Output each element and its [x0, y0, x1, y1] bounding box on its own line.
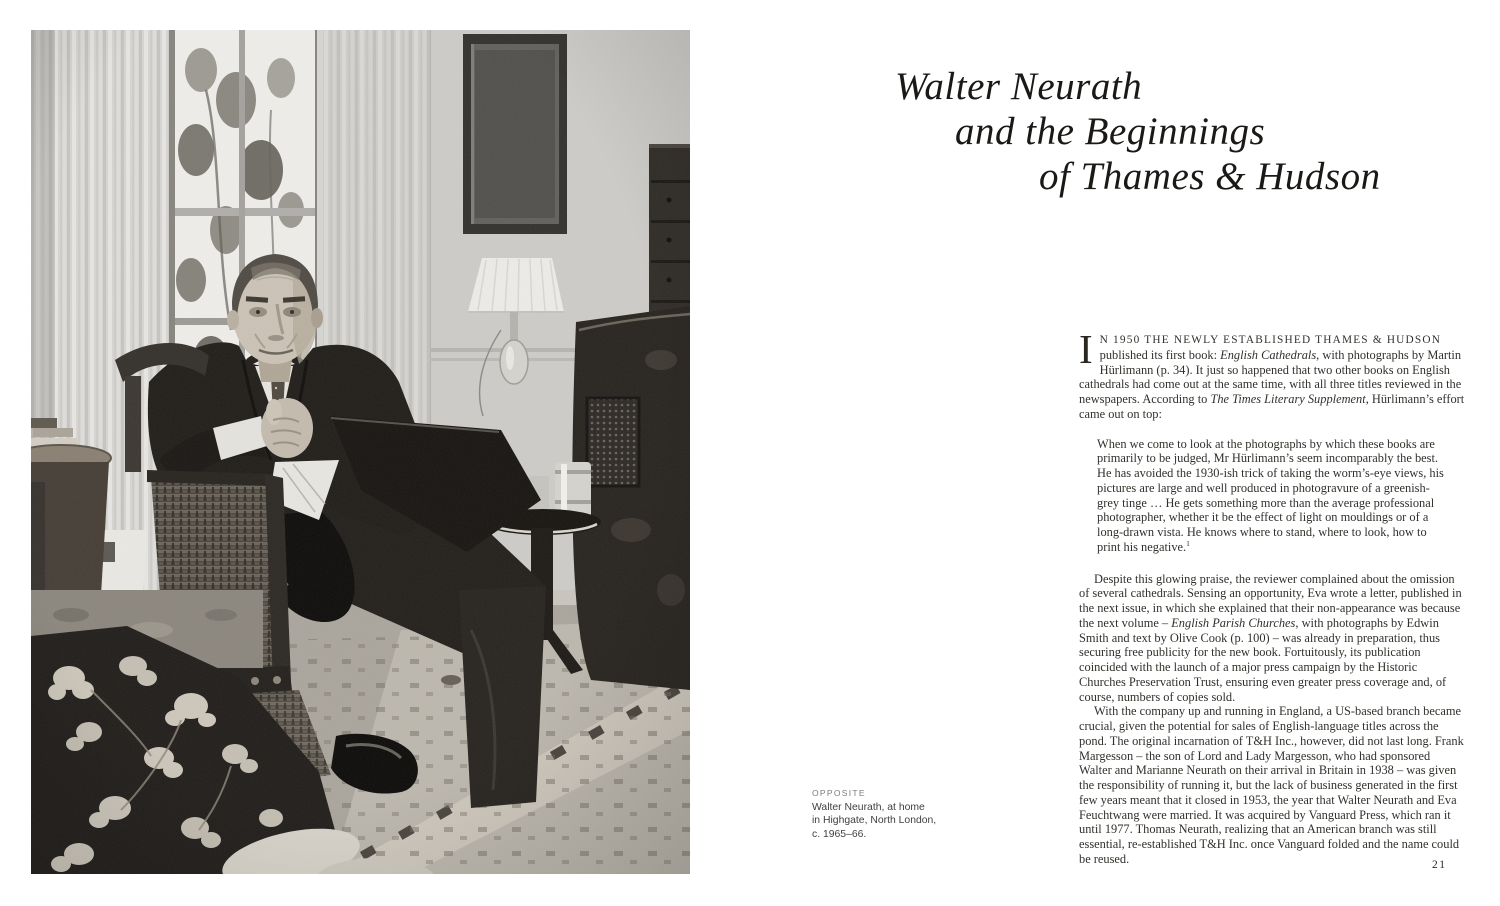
caption-line: Walter Neurath, at home: [812, 802, 925, 813]
block-quote: [1097, 437, 1449, 555]
caption-line: c. 1965–66.: [812, 828, 867, 840]
chapter-title: [895, 64, 1415, 199]
paragraph-text: Despite this glowing praise, the reviewer complained about the omission of several cathedrals. Sensing an opportunity, Eva wrote a letter, published in the next issue, in which she explained that their non-appearance was because the next volume – English Parish Churches, with photographs by Edwin Smith and text by Olive Cook (p. 100) – was already in preparation, thus securing free publicity for the new book. Fortuitously, its publication coincided with the launch of a major press campaign by the Historic Churches Preservation Trust, ensuring even greater press coverage and, of course, numbers of copies sold.: [1079, 571, 1462, 704]
paragraph-opening: [1079, 326, 1465, 422]
paragraph: [1079, 704, 1465, 866]
paragraph-text: N 1950 THE NEWLY ESTABLISHED THAMES & HUDSON published its first book: English Cathedrals, with photographs by Martin Hürlimann (p. 34). It just so happened that two other books on English cathedrals had come out at the same time, with all three titles reviewed in the newspapers. According to The Times Literary Supplement, Hürlimann’s effort came out on top:: [1079, 334, 1465, 421]
photo-caption: [812, 788, 1002, 841]
quote-text: When we come to look at the photographs by which these books are primarily to be judged, Mr Hürlimann’s seem incomparably the best. He has avoided the 1930-ish trick of taking the worm’s-eye views, his pictures are large and well produced in photogravure of a greenish-grey tinge … He gets something more than the average professional photographer, whether it be the effect of light on mouldings or of a long-drawn vista. He knows where to stand, where to look, how to print his negative.$^1$: [1097, 436, 1444, 554]
page-number: 21: [1432, 859, 1447, 871]
caption-kicker: OPPOSITE: [812, 788, 866, 798]
drop-cap: I: [1079, 326, 1093, 372]
caption-line: in Highgate, North London,: [812, 815, 937, 827]
photo-illustration: [31, 30, 690, 874]
chapter-title-line: and the Beginnings: [955, 110, 1266, 153]
vignette-overlay: [31, 30, 690, 874]
body-text-column: [1079, 326, 1465, 867]
paragraph-text: With the company up and running in England, a US-based branch became crucial, given the potential for sales of English-language titles across the pond. The original incarnation of T&H Inc., however, did not last long. Frank Margesson – the son of Lord and Lady Margesson, who had sponsored Walter and Marianne Neurath on their arrival in Britain in 1938 – was given the responsibility of running it, but the lack of business generated in the first few years meant that it closed in 1953, the year that Walter Neurath and Eva Feuchtwang were married. It was acquired by Vanguard Press, which ran it until 1977. Thomas Neurath, realizing that an American branch was still essential, re-established T&H Inc. once Vanguard folded and the name could be reused.: [1079, 704, 1464, 866]
paragraph: [1079, 572, 1465, 705]
chapter-title-line: of Thames & Hudson: [1039, 155, 1381, 198]
chapter-title-line: Walter Neurath: [895, 65, 1143, 108]
photo-walter-neurath: [31, 30, 690, 874]
